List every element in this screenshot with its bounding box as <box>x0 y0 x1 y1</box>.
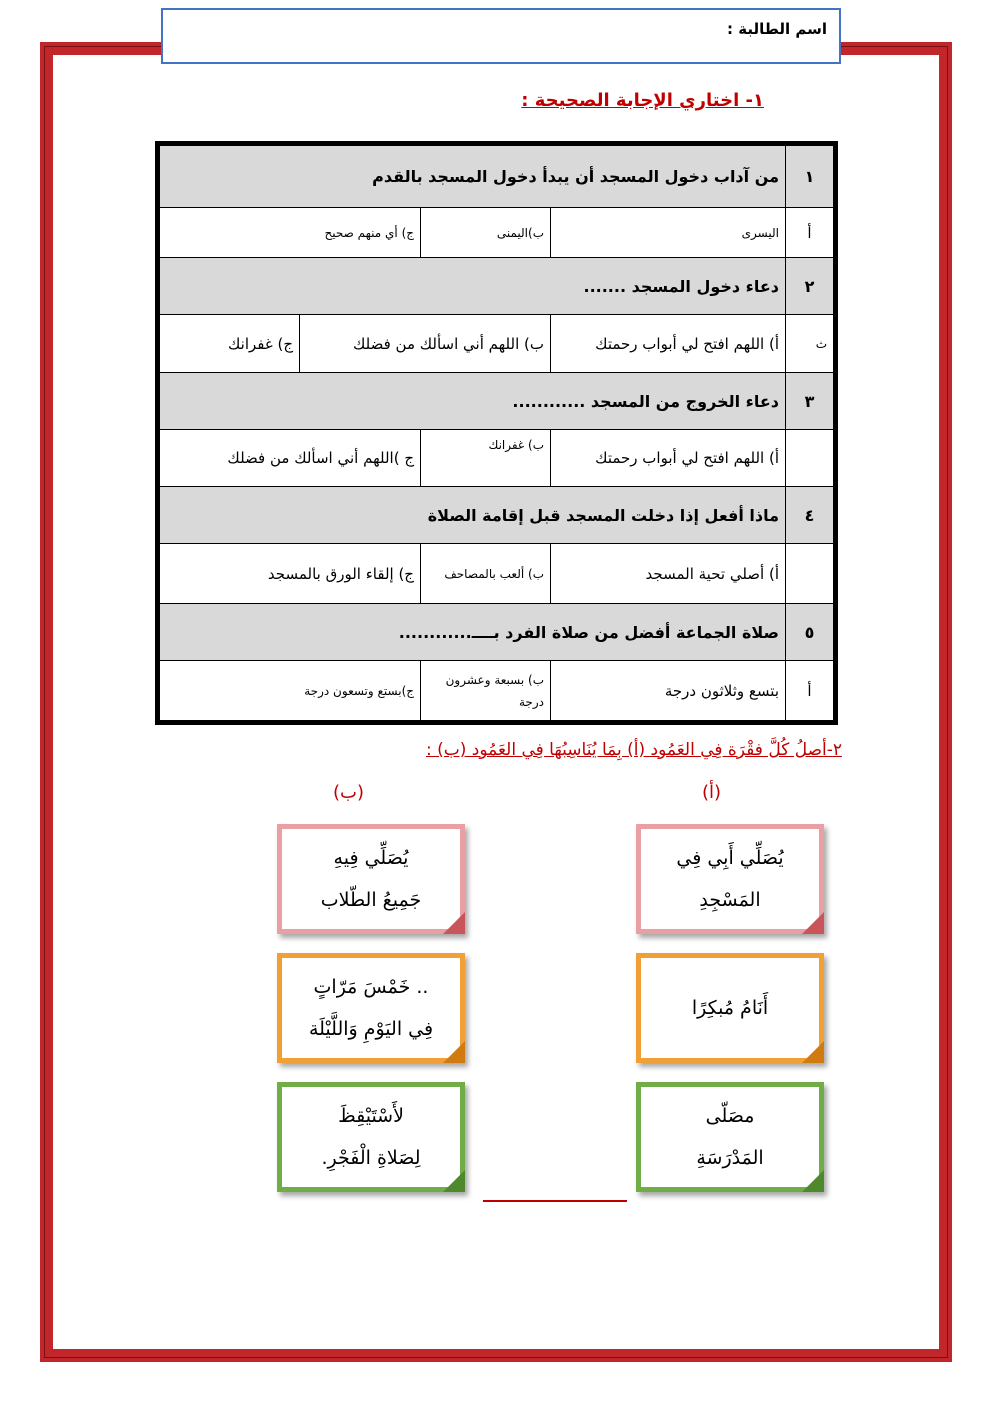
option-a[interactable]: بتسع وثلاثون درجة <box>551 661 786 721</box>
card-line: أَنَامُ مُبكِرًا <box>691 997 769 1019</box>
section1-title: ١- اختاري الإجابة الصحيحة : <box>521 90 764 111</box>
page-fold-icon <box>802 1170 824 1192</box>
option-marker: ث <box>786 315 834 373</box>
option-a[interactable]: أ) اللهم افتح لي أبواب رحمتك <box>551 430 786 487</box>
question-number: ٢ <box>786 258 834 315</box>
option-a[interactable]: أ) أصلي تحية المسجد <box>551 544 786 604</box>
option-c[interactable]: ج) إلقاء الورق بالمسجد <box>160 544 421 604</box>
card-line: لِصَلاةِ الْفَجْرِ. <box>321 1147 421 1169</box>
option-marker: أ <box>786 208 834 258</box>
question-row <box>160 487 834 544</box>
option-marker: أ <box>786 661 834 721</box>
option-c[interactable]: ج) أي منهم صحيح <box>160 208 421 258</box>
option-marker <box>786 430 834 487</box>
question-text: ماذا أفعل إذا دخلت المسجد قبل إقامة الصلاة <box>160 487 786 544</box>
card-line: لأَسْتَيْقِظَ <box>338 1105 404 1127</box>
card-line: المَسْجِدِ <box>699 889 761 911</box>
card-line: يُصَلِّي أَبِي فِي <box>676 847 784 869</box>
option-c[interactable]: ج)بستع وتسعون درجة <box>160 661 421 721</box>
question-row <box>160 373 834 430</box>
option-bc <box>160 315 551 373</box>
section2-title: ٢-أصلُ كُلَّ فقْرَة فِي العَمُود (أ) بِمَا يُنَاسِبُهَا فِي العَمُود (ب) : <box>425 740 842 760</box>
option-b[interactable]: ب)اليمنى <box>421 208 551 258</box>
mcq-table <box>155 141 838 725</box>
card-line: المَدْرَسَةِ <box>696 1147 764 1169</box>
question-text: دعاء دخول المسجد ....... <box>160 258 786 315</box>
student-name-label: اسم الطالبة : <box>727 20 827 38</box>
options-row <box>160 661 834 721</box>
student-name-box[interactable] <box>161 8 841 64</box>
match-card-b1[interactable] <box>277 824 465 934</box>
option-c[interactable]: ج )اللهم أني اسألك من فضلك <box>160 430 421 487</box>
card-line: يُصَلِّي فِيهِ <box>333 847 409 869</box>
question-number: ٥ <box>786 604 834 661</box>
option-b[interactable]: ب) ألعب بالمصاحف <box>421 544 551 604</box>
option-b[interactable]: ب) بسبعة وعشرون درجة <box>421 661 551 721</box>
option-marker <box>786 544 834 604</box>
question-row <box>160 604 834 661</box>
page-fold-icon <box>443 912 465 934</box>
question-row <box>160 258 834 315</box>
options-row <box>160 208 834 258</box>
answer-line <box>483 1200 627 1202</box>
column-a-label: (أ) <box>702 782 722 803</box>
page-fold-icon <box>443 1041 465 1063</box>
question-number: ٣ <box>786 373 834 430</box>
option-b[interactable]: ب) اللهم أني اسألك من فضلك <box>299 315 550 372</box>
options-row <box>160 315 834 373</box>
page-fold-icon <box>802 1041 824 1063</box>
question-number: ١ <box>786 146 834 208</box>
card-line: .. خَمْسَ مَرّاتٍ <box>313 976 429 998</box>
option-c[interactable]: ج) غفرانك <box>228 334 293 353</box>
question-text: صلاة الجماعة أفضل من صلاة الفرد بــــ............ <box>160 604 786 661</box>
match-card-b3[interactable] <box>277 1082 465 1192</box>
column-b-label: (ب) <box>333 782 365 803</box>
match-card-b2[interactable] <box>277 953 465 1063</box>
question-number: ٤ <box>786 487 834 544</box>
match-card-a3[interactable] <box>636 1082 824 1192</box>
option-a[interactable]: اليسرى <box>551 208 786 258</box>
page-fold-icon <box>443 1170 465 1192</box>
options-row <box>160 430 834 487</box>
card-line: فِي اليَوْمِ وَاللَّيْلَة <box>308 1018 434 1040</box>
options-row <box>160 544 834 604</box>
card-line: مصَلّى <box>705 1105 755 1127</box>
question-row <box>160 146 834 208</box>
question-text: من آداب دخول المسجد أن يبدأ دخول المسجد بالقدم <box>160 146 786 208</box>
match-card-a2[interactable] <box>636 953 824 1063</box>
option-b[interactable]: ب) غفرانك <box>421 430 551 487</box>
page-fold-icon <box>802 912 824 934</box>
option-a[interactable]: أ) اللهم افتح لي أبواب رحمتك <box>551 315 786 373</box>
card-line: جَمِيعُ الطّلاب <box>320 889 422 911</box>
question-text: دعاء الخروج من المسجد ............ <box>160 373 786 430</box>
match-card-a1[interactable] <box>636 824 824 934</box>
